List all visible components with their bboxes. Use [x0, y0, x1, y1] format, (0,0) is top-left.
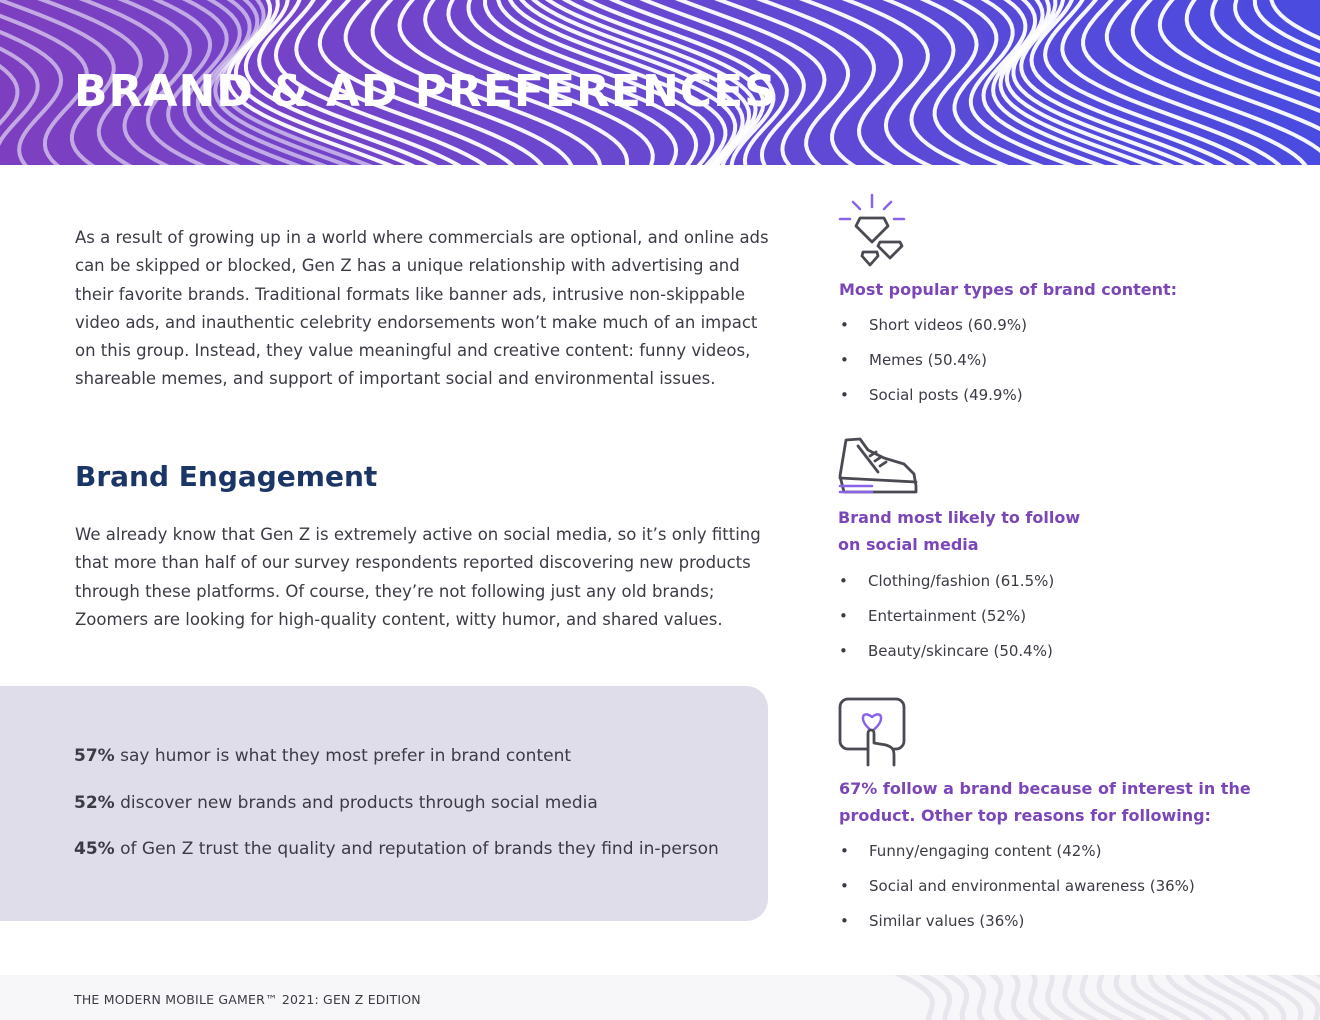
- stat-line: [74, 746, 571, 766]
- stat-value: 52%: [74, 793, 115, 813]
- list-item: • Social and environmental awareness (36%): [840, 876, 1195, 911]
- reasons-heading: [839, 775, 1251, 829]
- stat-text: of Gen Z trust the quality and reputation of brands they find in-person: [114, 839, 719, 859]
- footer-wave-line: [986, 975, 1009, 1020]
- footer-wave-line: [939, 975, 967, 1020]
- follow-heading-line2: on social media: [838, 535, 979, 554]
- list-item: • Short videos (60.9%): [840, 315, 1027, 350]
- reasons-heading-line1: 67% follow a brand because of interest in the: [839, 779, 1251, 798]
- follow-heading-line1: Brand most likely to follow: [838, 508, 1081, 527]
- follow-heading: [838, 504, 1080, 558]
- wave-line: [1083, 0, 1310, 165]
- list-item: • Similar values (36%): [840, 911, 1195, 946]
- footer-text: THE MODERN MOBILE GAMER™ 2021: GEN Z EDITION: [74, 992, 421, 1007]
- follow-list: [839, 571, 1054, 676]
- wave-line: [821, 0, 951, 165]
- content-list: [840, 315, 1027, 420]
- list-item: • Funny/engaging content (42%): [840, 841, 1195, 876]
- reasons-list: [840, 841, 1195, 946]
- diamond-icon: [838, 192, 908, 268]
- content-heading: Most popular types of brand content:: [839, 280, 1178, 299]
- list-item: • Entertainment (52%): [839, 606, 1054, 641]
- list-item: • Clothing/fashion (61.5%): [839, 571, 1054, 606]
- engagement-paragraph: We already know that Gen Z is extremely active on social media, so it’s only fitting that more than half of our survey respondents reported discovering new products through these platforms. Of course, they’re not following just any old brands; Zoomers are looking for high-quality content, witty humor, and shared values.: [75, 525, 761, 629]
- wave-line: [862, 0, 990, 165]
- heart-tap-icon: [838, 697, 908, 769]
- header-banner: [0, 0, 1320, 165]
- intro-paragraph: As a result of growing up in a world where commercials are optional, and online ads can be skipped or blocked, Gen Z has a unique relationship with advertising and their favorite brands. Traditional formats like banner ads, intrusive non-skippable video ads, and inauthentic celebrity endorsements won’t make much of an impact on this group. Instead, they value meaningful and creative content: funny videos, shareable memes, and support of important social and environmental issues.: [75, 228, 769, 389]
- page-title: BRAND & AD PREFERENCES: [74, 66, 777, 117]
- footer-wave-line: [1133, 975, 1194, 1020]
- stat-text: discover new brands and products through social media: [114, 793, 598, 813]
- footer: [0, 975, 1320, 1020]
- section-heading: Brand Engagement: [75, 460, 378, 493]
- footer-wave-line: [1008, 975, 1032, 1020]
- list-item: • Beauty/skincare (50.4%): [839, 641, 1054, 676]
- stat-text: say humor is what they most prefer in brand content: [114, 746, 572, 766]
- list-item: • Memes (50.4%): [840, 350, 1027, 385]
- wave-line: [1271, 0, 1320, 165]
- footer-wave-line: [1243, 975, 1301, 1020]
- stat-line: [74, 793, 598, 813]
- stats-box: [0, 686, 768, 921]
- stat-value: 45%: [74, 839, 115, 859]
- list-item: • Social posts (49.9%): [840, 385, 1027, 420]
- sneaker-icon: [838, 436, 920, 496]
- stat-value: 57%: [74, 746, 115, 766]
- footer-wave-line: [890, 975, 932, 1020]
- footer-wave-line: [1222, 975, 1284, 1020]
- reasons-heading-line2: product. Other top reasons for following:: [839, 806, 1211, 825]
- stat-line: [74, 839, 719, 859]
- wave-line: [0, 0, 61, 165]
